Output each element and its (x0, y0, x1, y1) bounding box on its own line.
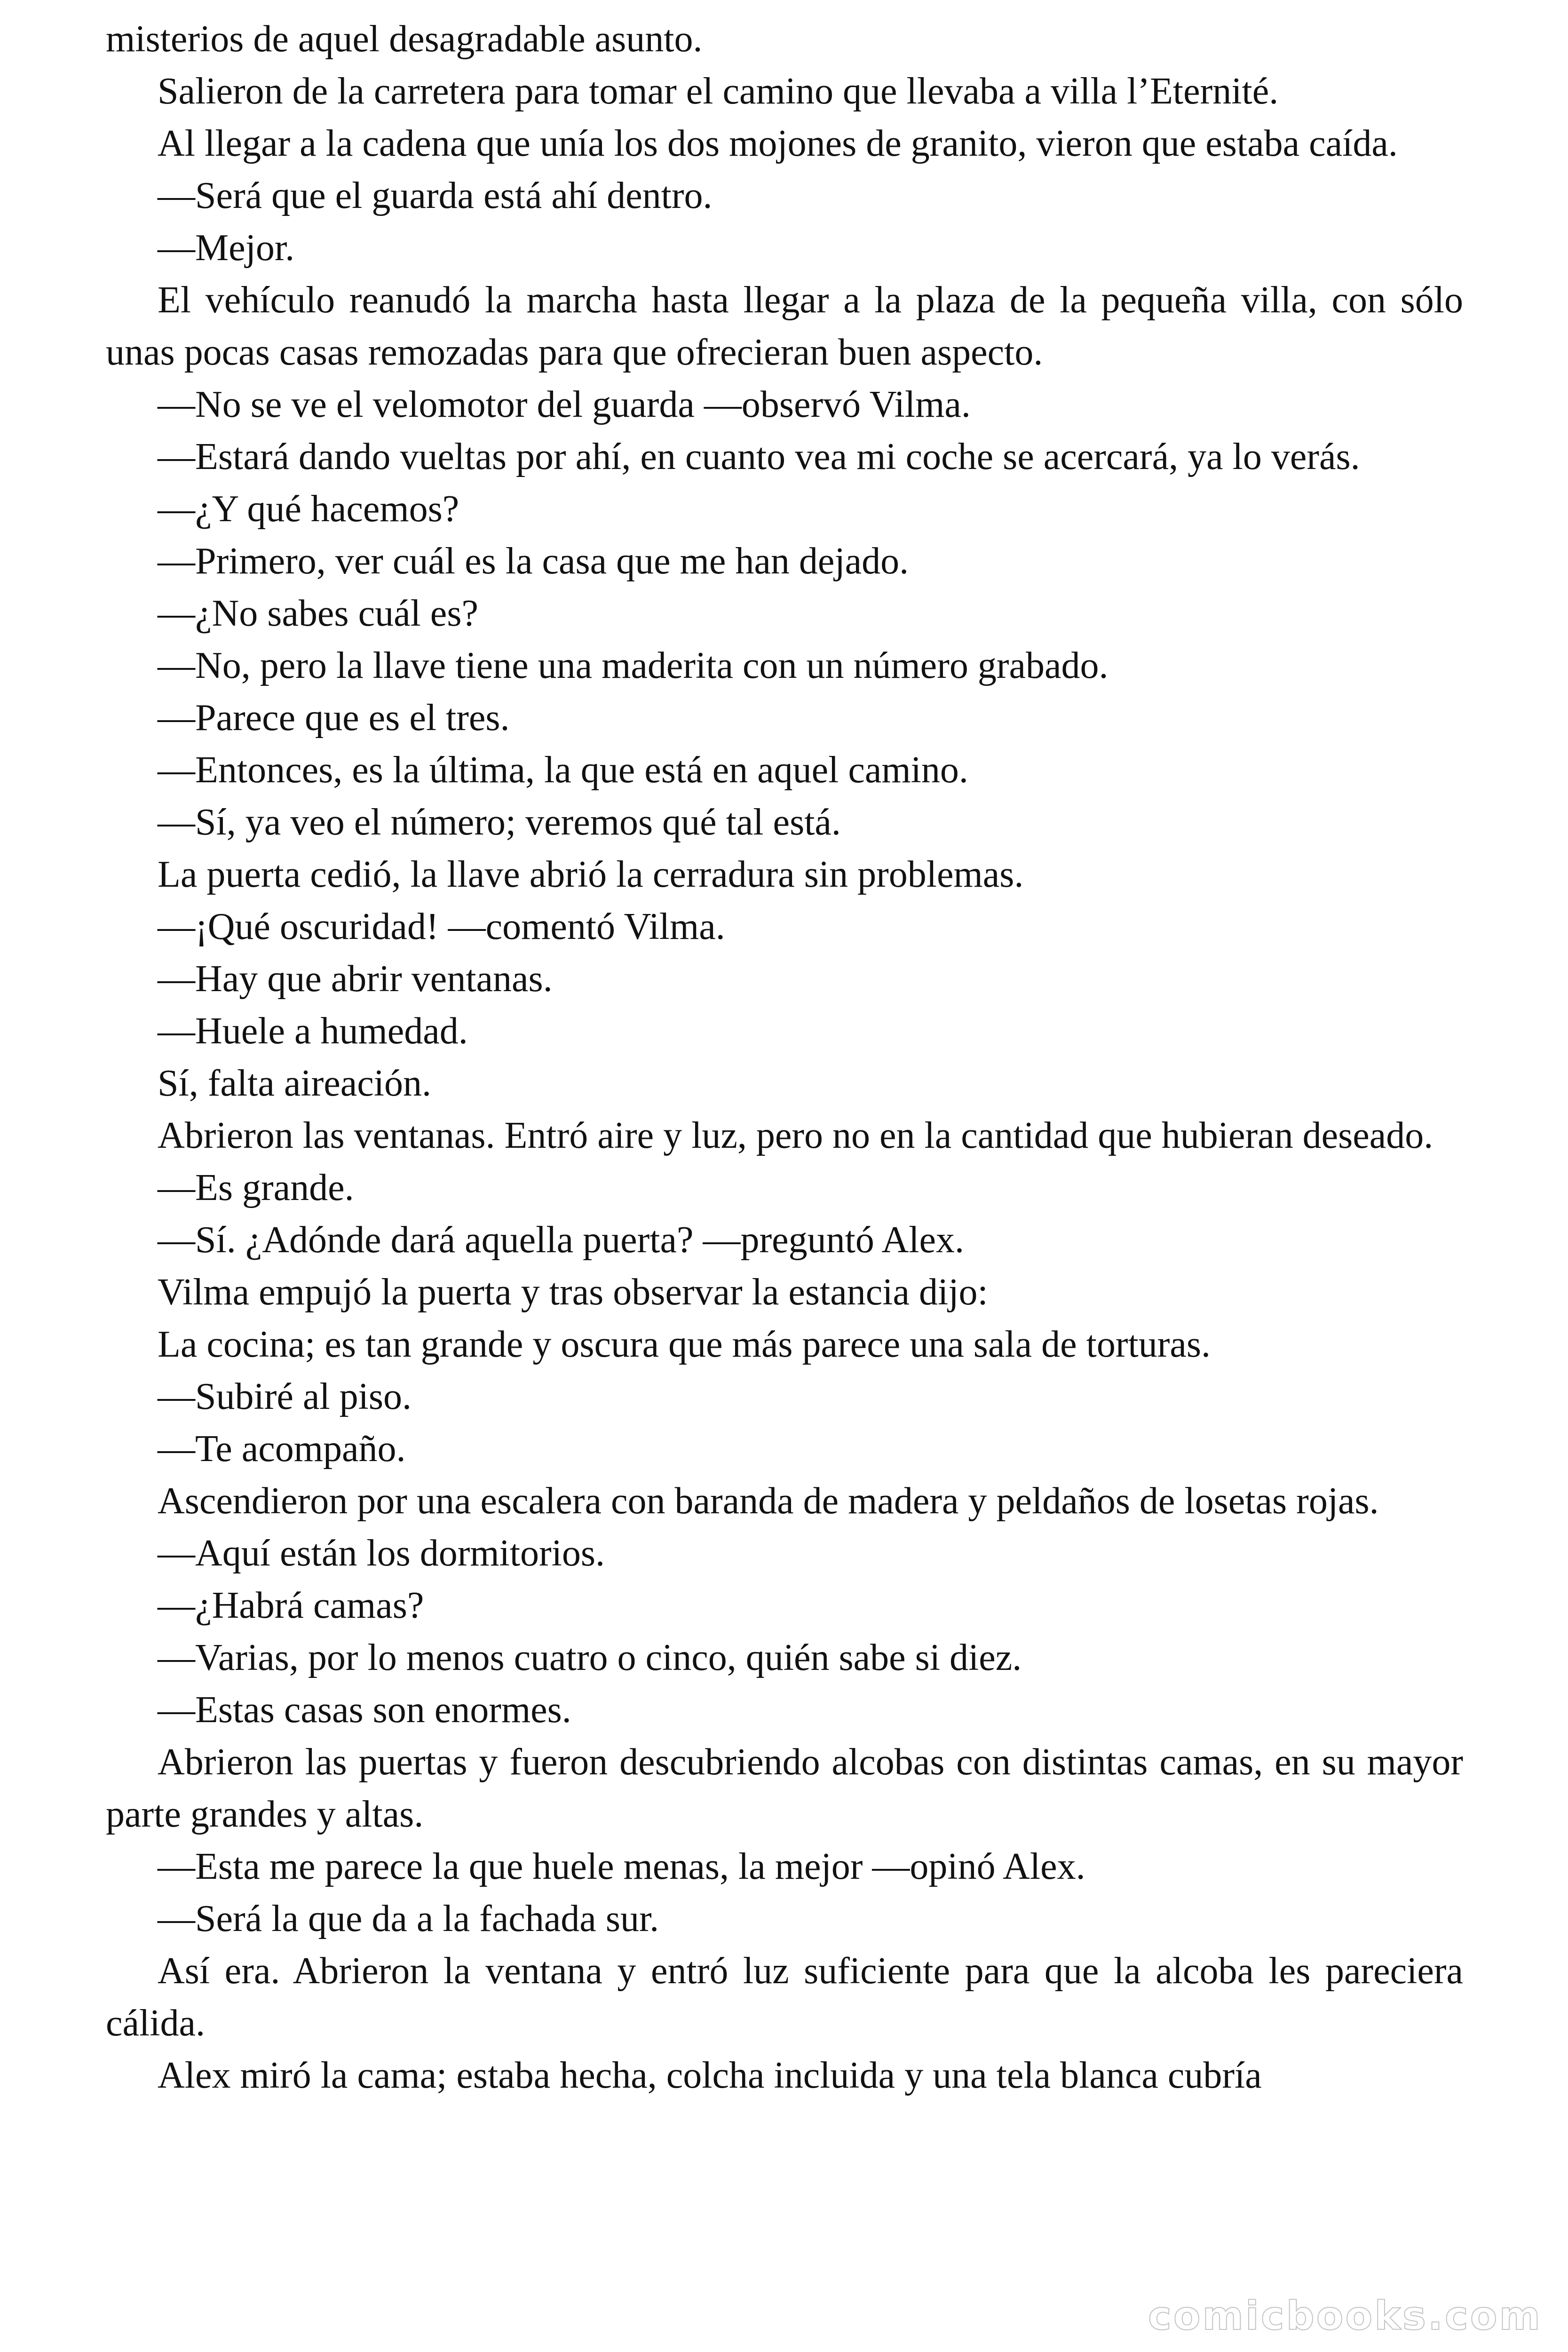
paragraph: La cocina; es tan grande y oscura que más parece una sala de torturas. (158, 1324, 1211, 1365)
paragraph: —¿Habrá camas? (158, 1585, 424, 1626)
paragraph: —¡Qué oscuridad! —comentó Vilma. (158, 906, 725, 947)
paragraph: Ascendieron por una escalera con baranda de madera y peldaños de losetas rojas. (158, 1480, 1379, 1522)
paragraph: —Hay que abrir ventanas. (158, 958, 553, 1000)
paragraph: Así era. Abrieron la ventana y entró luz suficiente para que la alcoba les pareciera cálida. (106, 1950, 1463, 2044)
paragraph: Abrieron las puertas y fueron descubriendo alcobas con distintas camas, en su mayor parte grandes y altas. (106, 1741, 1463, 1835)
paragraph: —¿No sabes cuál es? (158, 593, 478, 634)
paragraph: —Te acompaño. (158, 1428, 406, 1470)
paragraph: Abrieron las ventanas. Entró aire y luz, pero no en la cantidad que hubieran deseado. (158, 1115, 1433, 1156)
paragraph: —Sí. ¿Adónde dará aquella puerta? —preguntó Alex. (158, 1219, 964, 1261)
paragraph: Vilma empujó la puerta y tras observar la estancia dijo: (158, 1271, 988, 1313)
document-page (106, 13, 1463, 2102)
paragraph: La puerta cedió, la llave abrió la cerradura sin problemas. (158, 854, 1024, 895)
paragraph: El vehículo reanudó la marcha hasta llegar a la plaza de la pequeña villa, con sólo unas pocas casas remozadas para que ofrecieran buen aspecto. (106, 279, 1463, 373)
watermark-logo: comicbooks.com (1148, 2293, 1542, 2339)
paragraph: —Aquí están los dormitorios. (158, 1533, 605, 1574)
paragraph: —No, pero la llave tiene una maderita con un número grabado. (158, 645, 1109, 686)
paragraph: Sí, falta aireación. (158, 1063, 431, 1104)
paragraph: —Huele a humedad. (158, 1010, 468, 1052)
paragraph: Salieron de la carretera para tomar el camino que llevaba a villa l’Eternité. (158, 71, 1279, 112)
paragraph: —Será la que da a la fachada sur. (158, 1898, 659, 1939)
paragraph: —Sí, ya veo el número; veremos qué tal está. (158, 802, 841, 843)
paragraph: —¿Y qué hacemos? (158, 488, 459, 530)
paragraph: —Parece que es el tres. (158, 697, 510, 739)
paragraph: —Primero, ver cuál es la casa que me han dejado. (158, 540, 909, 582)
paragraph: —Subiré al piso. (158, 1376, 412, 1417)
paragraph: Al llegar a la cadena que unía los dos mojones de granito, vieron que estaba caída. (158, 123, 1398, 164)
paragraph: —No se ve el velomotor del guarda —observó Vilma. (158, 384, 971, 425)
paragraph: —Varias, por lo menos cuatro o cinco, quién sabe si diez. (158, 1637, 1022, 1678)
paragraph: Alex miró la cama; estaba hecha, colcha incluida y una tela blanca cubría (158, 2055, 1262, 2096)
paragraph: —Entonces, es la última, la que está en aquel camino. (158, 749, 968, 791)
paragraph: —Mejor. (158, 227, 295, 269)
paragraph: —Estará dando vueltas por ahí, en cuanto vea mi coche se acercará, ya lo verás. (158, 436, 1360, 477)
paragraph: —Es grande. (158, 1167, 354, 1208)
paragraph: —Esta me parece la que huele menas, la mejor —opinó Alex. (158, 1846, 1085, 1887)
paragraph: misterios de aquel desagradable asunto. (106, 18, 703, 60)
paragraph: —Estas casas son enormes. (158, 1689, 571, 1731)
paragraph: —Será que el guarda está ahí dentro. (158, 175, 713, 216)
